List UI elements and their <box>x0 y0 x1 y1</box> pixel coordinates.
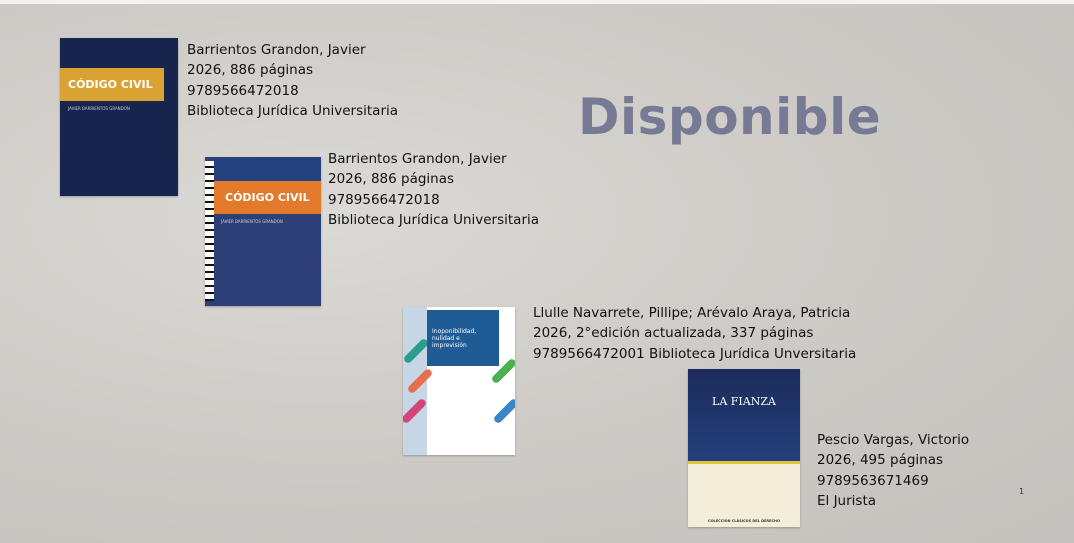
cover-header <box>213 157 321 181</box>
top-strip <box>0 0 1074 4</box>
cover-title: Inoponibilidad, nulidad e imprevisión <box>427 310 499 366</box>
book-author: Llulle Navarrete, Pillipe; Arévalo Araya, Patricia <box>533 305 851 321</box>
book-isbn-publisher: 9789566472001 Biblioteca Jurídica Unversitaria <box>533 345 857 362</box>
book-details: 2026, 495 páginas <box>817 452 944 469</box>
cover-author: JAVIER BARRIENTOS GRANDON <box>68 106 130 111</box>
book-info-3 <box>533 303 856 364</box>
book-author: Pescio Vargas, Victorio <box>817 432 970 448</box>
book-publisher: Biblioteca Jurídica Universitaria <box>187 102 399 119</box>
book-isbn: 9789566472018 <box>187 82 299 99</box>
book-details: 2026, 2°edición actualizada, 337 páginas <box>533 325 814 342</box>
book-author: Barrientos Grandon, Javier <box>187 42 366 58</box>
book-cover-codigo-civil <box>60 38 178 196</box>
cover-top <box>688 369 800 461</box>
book-info-1 <box>187 40 398 121</box>
book-author: Barrientos Grandon, Javier <box>328 151 507 167</box>
book-isbn: 9789563671469 <box>817 472 929 489</box>
spiral-binding <box>205 161 214 301</box>
page-title: Disponible <box>578 88 882 146</box>
cover-title: LA FIANZA <box>712 395 776 408</box>
book-cover-inoponibilidad <box>403 307 515 455</box>
page-number: 1 <box>1019 487 1025 496</box>
book-publisher: El Jurista <box>817 492 877 509</box>
book-info-4 <box>817 430 969 511</box>
book-cover-codigo-civil-spiral <box>205 157 321 306</box>
cover-title: CÓDIGO CIVIL <box>60 68 164 101</box>
cover-divider <box>688 461 800 464</box>
cover-author: JAVIER BARRIENTOS GRANDON <box>221 219 283 224</box>
cover-footer: COLECCIÓN CLÁSICOS DEL DERECHO <box>708 519 780 523</box>
book-isbn: 9789566472018 <box>328 191 440 208</box>
book-details: 2026, 886 páginas <box>328 171 455 188</box>
book-publisher: Biblioteca Jurídica Universitaria <box>328 211 540 228</box>
book-details: 2026, 886 páginas <box>187 62 314 79</box>
book-info-2 <box>328 149 539 230</box>
cover-title: CÓDIGO CIVIL <box>213 181 321 214</box>
book-cover-la-fianza <box>688 369 800 527</box>
cover-stripe <box>493 398 515 425</box>
